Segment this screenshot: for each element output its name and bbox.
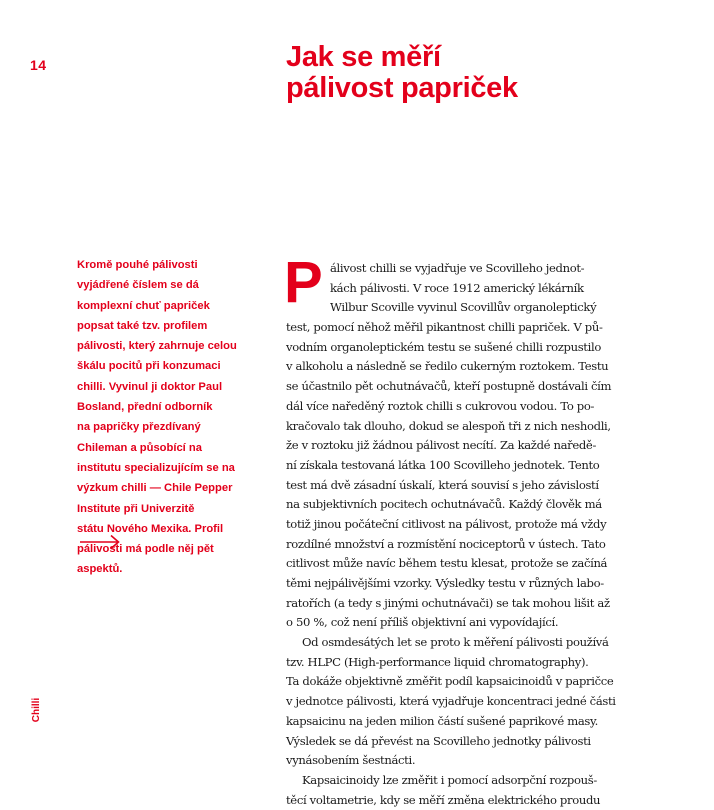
body-line: ní získala testovaná látka 100 Scovilleho jednotek. Tento bbox=[286, 457, 600, 472]
body-line: rozdílné množství a rozmístění nociceptorů v ústech. Tato bbox=[286, 536, 606, 551]
title-line: pálivost papriček bbox=[286, 72, 518, 104]
body-line: dál více naředěný roztok chilli s cukrovou vodou. To po- bbox=[286, 398, 595, 413]
drop-cap: P bbox=[284, 250, 323, 315]
body-line: vynásobením šestnácti. bbox=[286, 753, 416, 768]
body-line: těcí voltametrie, kdy se měří změna elektrického proudu bbox=[286, 792, 601, 807]
sidenote-line: Chileman a působící na bbox=[77, 441, 202, 454]
body-line: vodním organoleptickém testu se sušené chilli rozpustilo bbox=[286, 339, 601, 354]
body-line: citlivost může navíc během testu klesat, protože se začíná bbox=[286, 556, 608, 571]
body-line: Od osmdesátých let se proto k měření pálivosti používá bbox=[302, 635, 609, 650]
body-line: totiž jinou počáteční citlivost na pálivost, protože má vždy bbox=[286, 516, 607, 531]
body-line: v jednotce pálivosti, která vyjadřuje koncentraci jedné části bbox=[286, 694, 616, 709]
running-head-label: Chilli bbox=[31, 697, 42, 723]
body-line: kračovalo tak dlouho, dokud se alespoň tři z nich neshodli, bbox=[286, 418, 611, 433]
body-line: ratořích (a tedy s jinými ochutnávači) se tak mohou lišit až bbox=[286, 595, 610, 610]
body-line: o 50 %, což není příliš objektivní ani vypovídající. bbox=[286, 615, 559, 630]
body-line: Wilbur Scoville vyvinul Scovillův organoleptický bbox=[330, 300, 597, 315]
body-line: test má dvě zásadní úskalí, která souvisí s jeho závislostí bbox=[286, 477, 599, 492]
body-line: na subjektivních pocitech ochutnávačů. Každý člověk má bbox=[286, 497, 602, 512]
sidenote-line: Kromě pouhé pálivosti bbox=[77, 259, 198, 271]
sidenote bbox=[77, 255, 267, 580]
body-text bbox=[284, 250, 626, 810]
sidenote-line: státu Nového Mexika. Profil bbox=[77, 522, 224, 535]
body-line: álivost chilli se vyjadřuje ve Scovilleho jednot- bbox=[330, 261, 585, 275]
body-line: se účastnilo pět ochutnávačů, kteří postupně dostávali čím bbox=[286, 379, 612, 394]
body-line: Kapsaicinoidy lze změřit i pomocí adsorpční rozpouš- bbox=[302, 772, 597, 787]
sidenote-line: chilli. Vyvinul ji doktor Paul bbox=[77, 380, 223, 393]
sidenote-line: institutu specializujícím se na bbox=[77, 461, 235, 474]
page-number: 14 bbox=[30, 57, 47, 73]
body-line: v alkoholu a následně se ředilo cukerným roztokem. Testu bbox=[286, 359, 609, 374]
body-line: že v roztoku již žádnou pálivost necítí. Za každé naředě- bbox=[286, 438, 597, 453]
sidenote-line: pálivosti, který zahrnuje celou bbox=[77, 340, 237, 353]
body-line: test, pomocí něhož měřil pikantnost chilli papriček. V pů- bbox=[286, 320, 603, 335]
sidenote-line: popsat také tzv. profilem bbox=[77, 319, 208, 332]
page-title bbox=[286, 42, 666, 104]
sidenote-line: na papričky přezdívaný bbox=[77, 421, 201, 434]
sidenote-line: komplexní chuť papriček bbox=[77, 299, 210, 312]
sidenote-line: Bosland, přední odborník bbox=[77, 401, 213, 414]
body-line: těmi nejpálivějšími vzorky. Výsledky testu v různých labo- bbox=[286, 576, 604, 590]
title-line: Jak se měří bbox=[286, 41, 441, 73]
sidenote-line: vyjádřené číslem se dá bbox=[77, 279, 199, 292]
sidenote-line: škálu pocitů při konzumaci bbox=[77, 360, 221, 373]
sidenote-line: Institute při Univerzitě bbox=[77, 502, 195, 515]
sidenote-line: pálivosti má podle něj pět bbox=[77, 543, 214, 556]
body-line: kapsaicinu na jeden milion částí sušené paprikové masy. bbox=[286, 713, 599, 728]
body-line: kách pálivosti. V roce 1912 americký lékárník bbox=[330, 280, 584, 295]
right-arrow-icon bbox=[79, 534, 121, 550]
sidenote-line: výzkum chilli — Chile Pepper bbox=[77, 482, 233, 495]
body-line: Ta dokáže objektivně změřit podíl kapsaicinoidů v papričce bbox=[286, 674, 614, 689]
body-line: tzv. HLPC (High-performance liquid chromatography). bbox=[286, 654, 589, 669]
body-line: Výsledek se dá převést na Scovilleho jednotky pálivosti bbox=[286, 733, 591, 748]
sidenote-line: aspektů. bbox=[77, 563, 123, 576]
